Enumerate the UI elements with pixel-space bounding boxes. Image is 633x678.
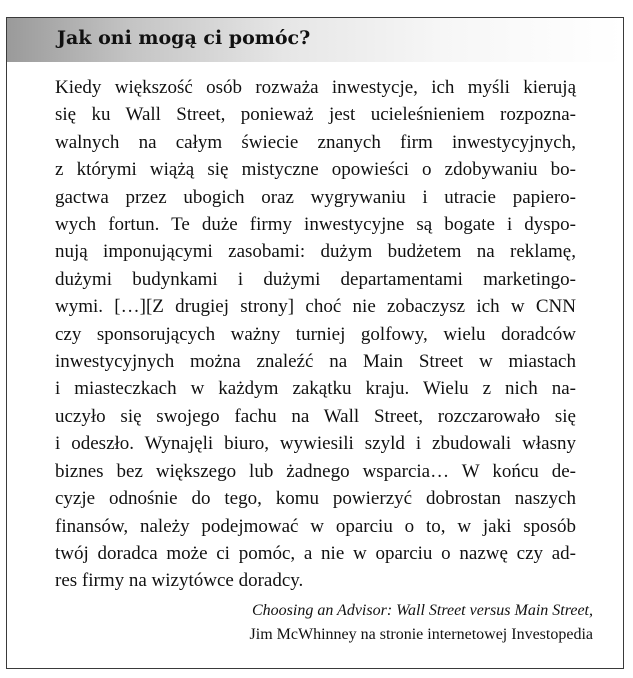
text-line: gactwa przez ubogich oraz wygrywaniu i utracie papiero- — [55, 186, 576, 208]
box-title: Jak oni mogą ci pomóc? — [57, 27, 311, 49]
text-line: biznes bez większego lub żadnego wsparcia… W końcu de- — [55, 460, 576, 482]
text-line: twój doradca może ci pomóc, a nie w oparciu o nazwę czy ad- — [55, 542, 576, 564]
text-line: nują imponującymi zasobami: dużym budżetem na reklamę, — [55, 241, 576, 263]
source-author: Jim McWhinney na stronie internetowej Investopedia — [249, 626, 593, 643]
text-line: się ku Wall Street, ponieważ jest ucieleśnieniem rozpozna- — [55, 104, 576, 126]
text-line: i odeszło. Wynajęli biuro, wywiesili szyld i zbudowali własny — [55, 433, 576, 455]
text-line: res firmy na wizytówce doradcy. — [55, 570, 304, 592]
text-line: cyzje odnośnie do tego, komu powierzyć dobrostan naszych — [55, 488, 576, 510]
text-line: uczyło się swojego fachu na Wall Street, rozczarowało się — [55, 405, 576, 427]
text-line: z którymi wiążą się mistyczne opowieści o zdobywaniu bo- — [55, 159, 576, 181]
header-bar — [7, 18, 623, 62]
text-line: finansów, należy podejmować w oparciu o to, w jaki sposób — [55, 515, 576, 537]
text-line: dużymi budynkami i dużymi departamentami marketingo- — [55, 268, 576, 290]
text-line: wymi. […][Z drugiej strony] choć nie zobaczysz ich w CNN — [55, 296, 576, 318]
text-line: Kiedy większość osób rozważa inwestycje, ich myśli kierują — [55, 77, 576, 98]
source-title: Choosing an Advisor: Wall Street versus Main Street, — [251, 602, 593, 619]
text-line: czy sponsorujących ważny turniej golfowy, wielu doradców — [55, 323, 576, 345]
text-line: wych fortun. Te duże firmy inwestycyjne są bogate i dyspo- — [55, 214, 576, 236]
text-line: i miasteczkach w każdym zakątku kraju. Wielu z nich na- — [55, 378, 576, 400]
text-line: inwestycyjnych można znaleźć na Main Street w miastach — [55, 351, 576, 373]
text-line: walnych na całym świecie znanych firm inwestycyjnych, — [55, 131, 576, 153]
quote-paragraph — [55, 74, 576, 595]
